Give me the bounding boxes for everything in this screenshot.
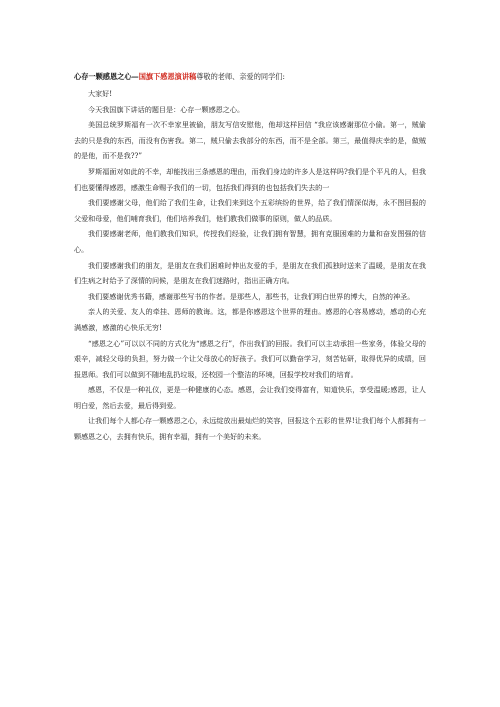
paragraph-thank-parents: 我们要感谢父母，他们给了我们生命，让我们来到这个五彩缤纷的世界，给了我们情深似海，永不图回报的父爱和母爱，他们哺育我们，他们培养我们，他们教我们做事的原则，做人的品质。 — [74, 198, 426, 223]
paragraph-gratitude-action: “感恩之心”可以以不同的方式化为“感恩之行”，作出我们的回报。我们可以主动承担一些家务，体验父母的艰辛，减轻父母的负担，努力做一个让父母放心的好孩子。我们可以勤奋学习，刻苦钻研，取得优异的成绩，回报恩师。我们可以做到不随地乱扔垃圾，还校园一个整洁的环境，回报学校对我们的培育。 — [74, 338, 426, 379]
paragraph-roosevelt-reflection: 罗斯福面对如此的不幸，却能找出三条感恩的理由，而我们身边的许多人是这样吗?我们是个平凡的人，但我们也要懂得感恩，感激生命赐予我们的一切，包括我们得到的也包括我们失去的一 — [74, 166, 426, 192]
document-body — [74, 70, 426, 445]
paragraph-greeting: 大家好! — [88, 89, 113, 98]
paragraph-thank-books: 我们要感谢优秀书籍，感谢那些写书的作者。是那些人，那些书，让我们明白世界的博大，自然的神圣。 — [88, 291, 415, 301]
paragraph-reasons: 亲人的关爱、友人的牵挂、恩师的教诲。这，都是你感恩这个世界的理由。感恩的心容易感动，感动的心充满感激，感激的心快乐无穷! — [74, 307, 426, 332]
paragraph-closing: 让我们每个人都心存一颗感恩之心，永远绽放出最灿烂的笑容，回报这个五彩的世界!让我们每个人都拥有一颗感恩之心，去拥有快乐，拥有幸福，拥有一个美好的未来。 — [74, 416, 426, 442]
paragraph-topic: 今天我国旗下讲话的题目是：心存一颗感恩之心。 — [88, 104, 245, 114]
document-title-highlight: 国旗下感恩演讲稿 — [138, 72, 197, 81]
paragraph-gratitude-attitude: 感恩，不仅是一种礼仪，更是一种健康的心态。感恩，会让我们变得富有，知道快乐，享受温暖;感恩，让人明白爱，然后去爱，最后得到爱。 — [74, 385, 426, 410]
paragraph-roosevelt-story: 美国总统罗斯福有一次不幸家里被偷，朋友写信安慰他，他却这样回信 “我应该感谢那位小偷。第一，贼偷去的只是我的东西，而没有伤害我。第二，贼只偷去我部分的东西，而不是全部。第三，最值得庆幸的是，做贼的是他，而不是我??” — [74, 120, 426, 161]
title-line — [74, 70, 426, 84]
salutation: 尊敬的老师、亲爱的同学们: — [196, 72, 285, 81]
paragraph-thank-teachers: 我们要感谢老师，他们教我们知识，传授我们经验，让我们拥有智慧，拥有克服困难的力量和奋发图强的信心。 — [74, 229, 426, 254]
document-title: 心存一颗感恩之心— — [74, 72, 139, 81]
paragraph-thank-friends: 我们要感谢我们的朋友，是朋友在我们困难时伸出友爱的手，是朋友在我们孤独时送来了温暖，是朋友在我们生病之时给予了深情的问候，是朋友在我们迷路时，指出正确方向。 — [74, 260, 426, 286]
